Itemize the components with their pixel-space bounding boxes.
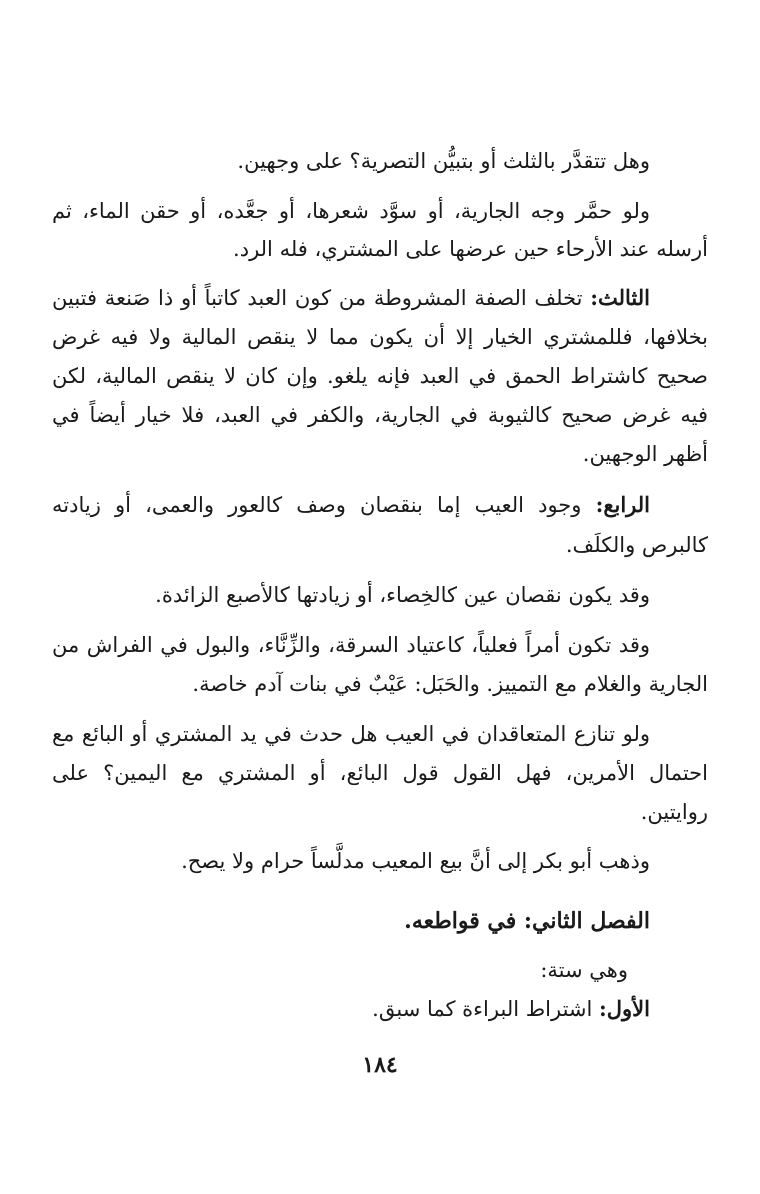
- section-first-text: اشتراط البراءة كما سبق.: [372, 997, 593, 1021]
- section-first-item: [372, 994, 650, 1024]
- paragraph-3-lead: الثالث:: [590, 285, 650, 310]
- paragraph-4-lead: الرابع:: [595, 492, 650, 517]
- paragraph-3-line-4: فيه غرض صحيح كالثيوبة في الجارية، والكفر في العبد، فلا خيار أيضاً في: [52, 403, 708, 427]
- page-number: ١٨٤: [362, 1052, 398, 1078]
- paragraph-8-line-1: وذهب أبو بكر إلى أنَّ بيع المعيب مدلَّساً حرام ولا يصح.: [181, 849, 650, 873]
- paragraph-6-line-2: الجارية والغلام مع التمييز. والحَبَل: عَيْبٌ في بنات آدم خاصة.: [192, 672, 708, 696]
- section-heading: الفصل الثاني: في قواطعه.: [404, 908, 650, 934]
- paragraph-5-line-1: وقد يكون نقصان عين كالخِصاء، أو زيادتها كالأصبع الزائدة.: [155, 583, 650, 607]
- paragraph-4-line-2: كالبرص والكلَف.: [565, 533, 708, 557]
- paragraph-4-line-1: [52, 490, 650, 520]
- paragraph-1-line-1: وهل تتقدَّر بالثلث أو بتبيُّن التصرية؟ على وجهين.: [237, 149, 650, 173]
- paragraph-6-line-1: وقد تكون أمراً فعلياً، كاعتياد السرقة، والزِّنَّاء، والبول في الفراش من: [52, 633, 650, 657]
- paragraph-2-line-2: أرسله عند الأرحاء حين عرضها على المشتري، فله الرد.: [233, 237, 708, 261]
- section-intro: وهي ستة:: [540, 958, 628, 982]
- paragraph-3-line-2: بخلافها، فللمشتري الخيار إلا أن يكون مما لا ينقص المالية ولا فيه غرض: [52, 325, 708, 349]
- paragraph-3-line-1-text: تخلف الصفة المشروطة من كون العبد كاتباً أو ذا صَنعة فتبين: [52, 286, 583, 310]
- paragraph-3-line-1: [52, 283, 650, 313]
- paragraph-7-line-1: ولو تنازع المتعاقدان في العيب هل حدث في يد المشتري أو البائع مع: [52, 722, 650, 746]
- paragraph-4-line-1-text: وجود العيب إما بنقصان وصف كالعور والعمى، أو زيادته: [52, 493, 582, 517]
- paragraph-7-line-2: احتمال الأمرين، فهل القول قول البائع، أو المشتري مع اليمين؟ على: [52, 761, 708, 785]
- paragraph-2-line-1: ولو حمَّر وجه الجارية، أو سوَّد شعرها، أو جعَّده، أو حقن الماء، ثم: [52, 199, 650, 223]
- paragraph-3-line-3: صحيح كاشتراط الحمق في العبد فإنه يلغو. وإن كان لا ينقص المالية، لكن: [52, 364, 708, 388]
- section-first-lead: الأول:: [599, 996, 650, 1021]
- paragraph-7-line-3: روايتين.: [640, 800, 708, 824]
- paragraph-3-line-5: أظهر الوجهين.: [582, 442, 708, 466]
